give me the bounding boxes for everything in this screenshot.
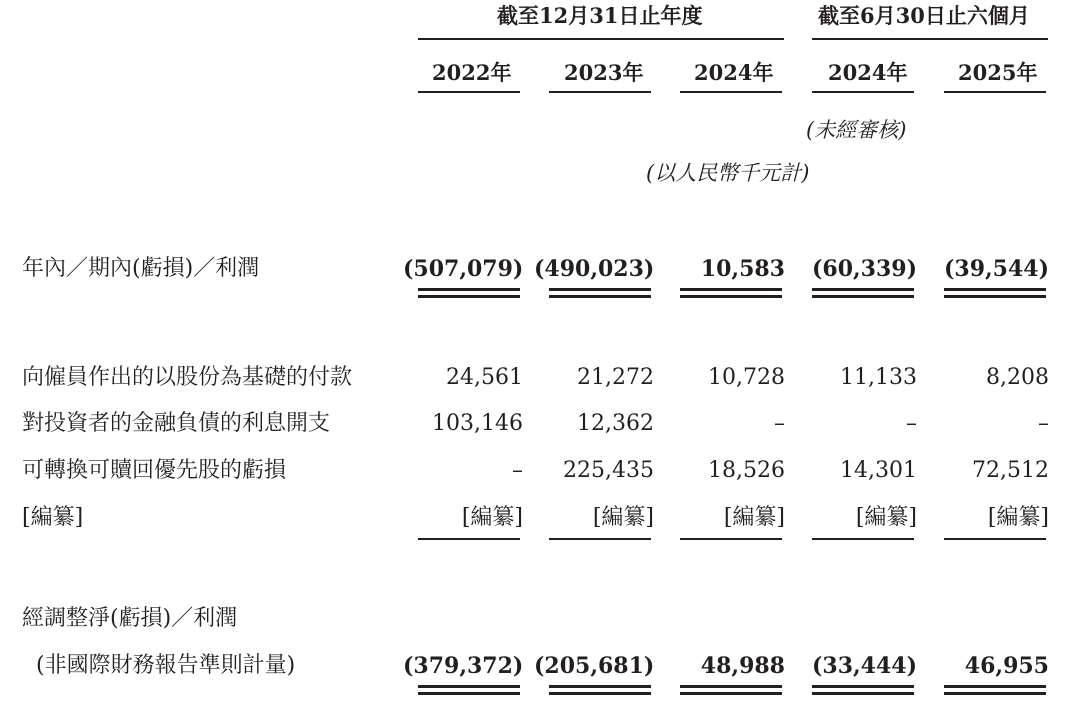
double-rule-top-1 <box>418 288 520 291</box>
header-year-rule-2 <box>549 91 651 93</box>
cell-interest-2023: 12,362 <box>577 411 654 436</box>
cell-share-based-2024: 10,728 <box>708 365 785 390</box>
row-label-adjusted-net-result: 經調整淨(虧損)／利潤 <box>22 606 238 631</box>
double-rule-bottom-4 <box>812 685 914 688</box>
header-year-2022: 2022年 <box>432 60 512 85</box>
cell-adjusted-2024-interim: (33,444) <box>811 653 917 679</box>
cell-net-result-2022: (507,079) <box>403 256 524 282</box>
cell-interest-2025-interim: – <box>1038 411 1049 436</box>
double-rule-top-2 <box>549 288 651 291</box>
header-year-2024: 2024年 <box>694 60 774 85</box>
cell-adjusted-2022: (379,372) <box>403 653 524 679</box>
double-rule-bottom-2 <box>549 685 651 688</box>
row-label-adjusted-net-result-note: (非國際財務報告準則計量) <box>36 653 296 678</box>
double-rule-top-4b <box>812 295 914 298</box>
double-rule-top-1b <box>418 295 520 298</box>
row-label-net-result: 年內／期內(虧損)／利潤 <box>22 256 260 281</box>
row-label-share-based-payments: 向僱員作出的以股份為基礎的付款 <box>22 365 353 390</box>
header-year-2025-interim: 2025年 <box>958 60 1038 85</box>
cell-preferred-2024: 18,526 <box>708 458 785 483</box>
cell-redacted-2022: [編纂] <box>461 505 523 530</box>
cell-adjusted-2023: (205,681) <box>534 653 655 679</box>
cell-net-result-2024: 10,583 <box>700 256 785 282</box>
unit-note: (以人民幣千元計) <box>646 161 810 185</box>
header-year-rule-5 <box>944 91 1046 93</box>
double-rule-top-5b <box>944 295 1046 298</box>
cell-share-based-2023: 21,272 <box>577 365 654 390</box>
subtotal-rule-4 <box>812 538 914 540</box>
row-label-interest-expense: 對投資者的金融負債的利息開支 <box>22 411 331 436</box>
subtotal-rule-3 <box>680 538 782 540</box>
double-rule-bottom-5b <box>944 692 1046 695</box>
double-rule-bottom-2b <box>549 692 651 695</box>
header-year-rule-3 <box>680 91 782 93</box>
subtotal-rule-2 <box>549 538 651 540</box>
cell-net-result-2023: (490,023) <box>534 256 655 282</box>
header-year-rule-4 <box>812 91 914 93</box>
cell-preferred-2025-interim: 72,512 <box>972 458 1049 483</box>
cell-redacted-2024: [編纂] <box>723 505 785 530</box>
cell-preferred-2022: – <box>512 458 523 483</box>
double-rule-top-2b <box>549 295 651 298</box>
cell-redacted-2023: [編纂] <box>592 505 654 530</box>
row-label-preferred-share-loss: 可轉換可贖回優先股的虧損 <box>22 458 287 483</box>
double-rule-bottom-5 <box>944 685 1046 688</box>
cell-net-result-2025-interim: (39,544) <box>943 256 1049 282</box>
double-rule-bottom-1b <box>418 692 520 695</box>
header-year-2024-interim: 2024年 <box>828 60 908 85</box>
double-rule-top-4 <box>812 288 914 291</box>
double-rule-top-3 <box>680 288 782 291</box>
cell-preferred-2023: 225,435 <box>563 458 654 483</box>
header-group-interim-rule <box>812 38 1048 40</box>
cell-redacted-2025-interim: [編纂] <box>987 505 1049 530</box>
cell-adjusted-2025-interim: 46,955 <box>964 653 1049 679</box>
cell-interest-2022: 103,146 <box>432 411 523 436</box>
cell-interest-2024-interim: – <box>906 411 917 436</box>
cell-net-result-2024-interim: (60,339) <box>811 256 917 282</box>
cell-adjusted-2024: 48,988 <box>700 653 785 679</box>
double-rule-bottom-1 <box>418 685 520 688</box>
cell-share-based-2024-interim: 11,133 <box>840 365 917 390</box>
double-rule-top-3b <box>680 295 782 298</box>
subtotal-rule-1 <box>418 538 520 540</box>
header-year-rule-1 <box>418 91 520 93</box>
cell-redacted-2024-interim: [編纂] <box>855 505 917 530</box>
unaudited-note: (未經審核) <box>806 118 907 142</box>
header-year-2023: 2023年 <box>564 60 644 85</box>
double-rule-bottom-3b <box>680 692 782 695</box>
header-group-annual: 截至12月31日止年度 <box>497 3 703 28</box>
double-rule-top-5 <box>944 288 1046 291</box>
cell-share-based-2022: 24,561 <box>446 365 523 390</box>
subtotal-rule-5 <box>944 538 1046 540</box>
cell-share-based-2025-interim: 8,208 <box>986 365 1049 390</box>
cell-preferred-2024-interim: 14,301 <box>840 458 917 483</box>
header-group-annual-rule <box>418 38 784 40</box>
row-label-redacted: [編纂] <box>22 505 84 530</box>
cell-interest-2024: – <box>774 411 785 436</box>
double-rule-bottom-3 <box>680 685 782 688</box>
double-rule-bottom-4b <box>812 692 914 695</box>
header-group-interim: 截至6月30日止六個月 <box>818 3 1030 28</box>
